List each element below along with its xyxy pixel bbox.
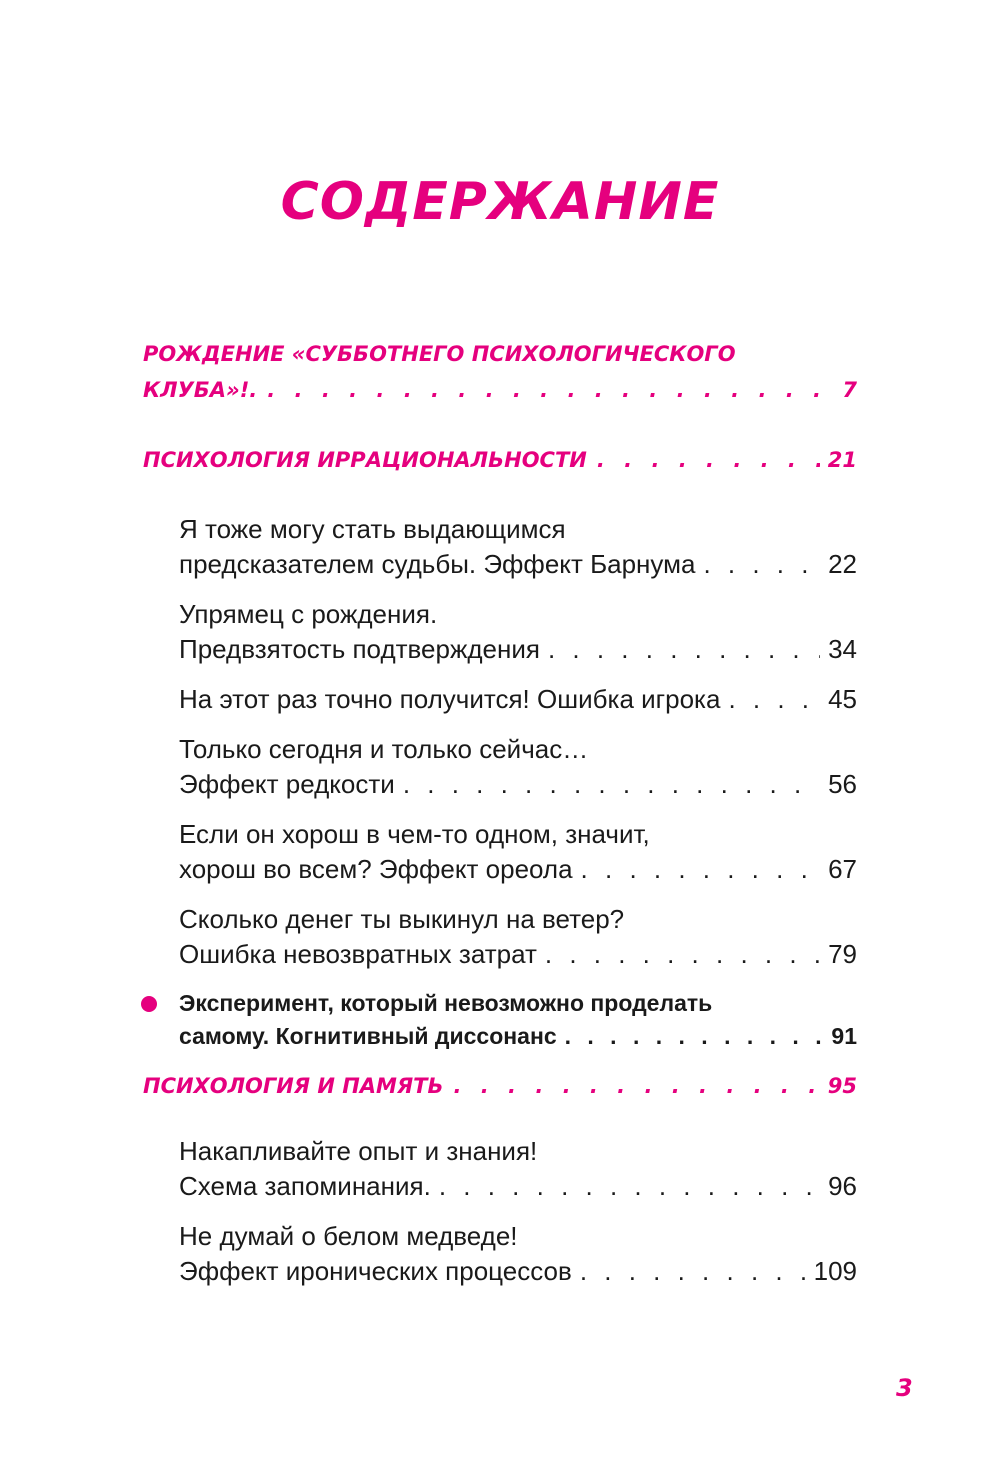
dot-leader xyxy=(581,852,821,887)
toc-article[interactable] xyxy=(179,1219,857,1289)
article-title-line: Эксперимент, который невозможно проделать xyxy=(179,990,713,1016)
article-title-line: самому. Когнитивный диссонанс xyxy=(179,1023,557,1049)
dot-leader xyxy=(453,1068,819,1104)
page-ref: 67 xyxy=(828,854,857,884)
toc-article[interactable] xyxy=(179,1134,857,1204)
article-title-line: предсказателем судьбы. Эффект Барнума xyxy=(179,549,696,579)
article-title-line: Я тоже могу стать выдающимся xyxy=(179,514,566,544)
article-title-line-with-page xyxy=(179,632,857,667)
page-ref: 21 xyxy=(827,448,857,472)
page-ref: 79 xyxy=(828,939,857,969)
article-title-line-with-page xyxy=(179,937,857,972)
article-title-line: хорош во всем? Эффект ореола xyxy=(179,854,573,884)
dot-leader xyxy=(439,1169,820,1204)
bullet-dot-icon xyxy=(141,996,157,1012)
dot-leader xyxy=(728,682,820,717)
toc-article[interactable] xyxy=(179,902,857,972)
article-title-line-with-page xyxy=(179,682,857,717)
article-title-line: Накапливайте опыт и знания! xyxy=(179,1136,538,1166)
article-title-line: Сколько денег ты выкинул на ветер? xyxy=(179,904,625,934)
article-title-line: Не думай о белом медведе! xyxy=(179,1221,518,1251)
article-title-line-with-page xyxy=(179,767,857,802)
chapter-title-line-with-page xyxy=(143,1068,857,1104)
article-title-line: Эффект иронических процессов xyxy=(179,1256,572,1286)
dot-leader xyxy=(703,547,820,582)
chapter-title-line-with-page xyxy=(143,442,857,478)
page-title: СОДЕРЖАНИЕ xyxy=(280,172,720,232)
toc-article[interactable] xyxy=(179,597,857,667)
article-title-line: Предвзятость подтверждения xyxy=(179,634,540,664)
toc-chapter[interactable] xyxy=(143,442,857,478)
article-title-line-with-page xyxy=(179,1020,857,1053)
chapter-title-line: ПСИХОЛОГИЯ ИРРАЦИОНАЛЬНОСТИ xyxy=(143,448,587,472)
page-ref: 45 xyxy=(828,684,857,714)
page-ref: 95 xyxy=(827,1074,857,1098)
dot-leader xyxy=(597,442,820,478)
toc-article[interactable] xyxy=(179,512,857,582)
dot-leader xyxy=(403,767,820,802)
chapter-title-line-with-page xyxy=(143,372,857,408)
chapter-title-line: РОЖДЕНИЕ «СУББОТНЕГО ПСИХОЛОГИЧЕСКОГО xyxy=(143,342,736,366)
article-title-line: Схема запоминания. xyxy=(179,1171,431,1201)
dot-leader xyxy=(545,937,820,972)
page-ref: 96 xyxy=(828,1171,857,1201)
toc-chapter[interactable] xyxy=(143,336,857,408)
article-title-line-with-page xyxy=(179,1169,857,1204)
toc-article[interactable] xyxy=(179,817,857,887)
table-of-contents xyxy=(143,336,857,1304)
article-title-line: На этот раз точно получится! Ошибка игрока xyxy=(179,684,721,714)
article-title-line: Упрямец с рождения. xyxy=(179,599,438,629)
article-title-line-with-page xyxy=(179,852,857,887)
page-ref: 109 xyxy=(813,1256,857,1286)
page-ref: 56 xyxy=(828,769,857,799)
article-title-line: Ошибка невозвратных затрат xyxy=(179,939,537,969)
article-title-line: Эффект редкости xyxy=(179,769,395,799)
page-ref: 7 xyxy=(842,378,857,402)
article-title-line-with-page xyxy=(179,1254,857,1289)
page-ref: 22 xyxy=(828,549,857,579)
page-ref: 34 xyxy=(828,634,857,664)
chapter-title-line: КЛУБА»!. xyxy=(143,378,258,402)
article-title-line-with-page xyxy=(179,547,857,582)
dot-leader xyxy=(580,1254,806,1289)
dot-leader xyxy=(548,632,820,667)
article-title-line: Только сегодня и только сейчас… xyxy=(179,734,589,764)
toc-article-highlighted[interactable] xyxy=(179,987,857,1053)
article-title-line: Если он хорош в чем-то одном, значит, xyxy=(179,819,650,849)
dot-leader xyxy=(565,1020,824,1053)
page-number: 3 xyxy=(896,1374,913,1402)
toc-chapter[interactable] xyxy=(143,1068,857,1104)
page-ref: 91 xyxy=(831,1023,857,1049)
toc-article[interactable] xyxy=(179,682,857,717)
dot-leader xyxy=(267,372,834,408)
chapter-title-line: ПСИХОЛОГИЯ И ПАМЯТЬ xyxy=(143,1074,444,1098)
toc-article[interactable] xyxy=(179,732,857,802)
